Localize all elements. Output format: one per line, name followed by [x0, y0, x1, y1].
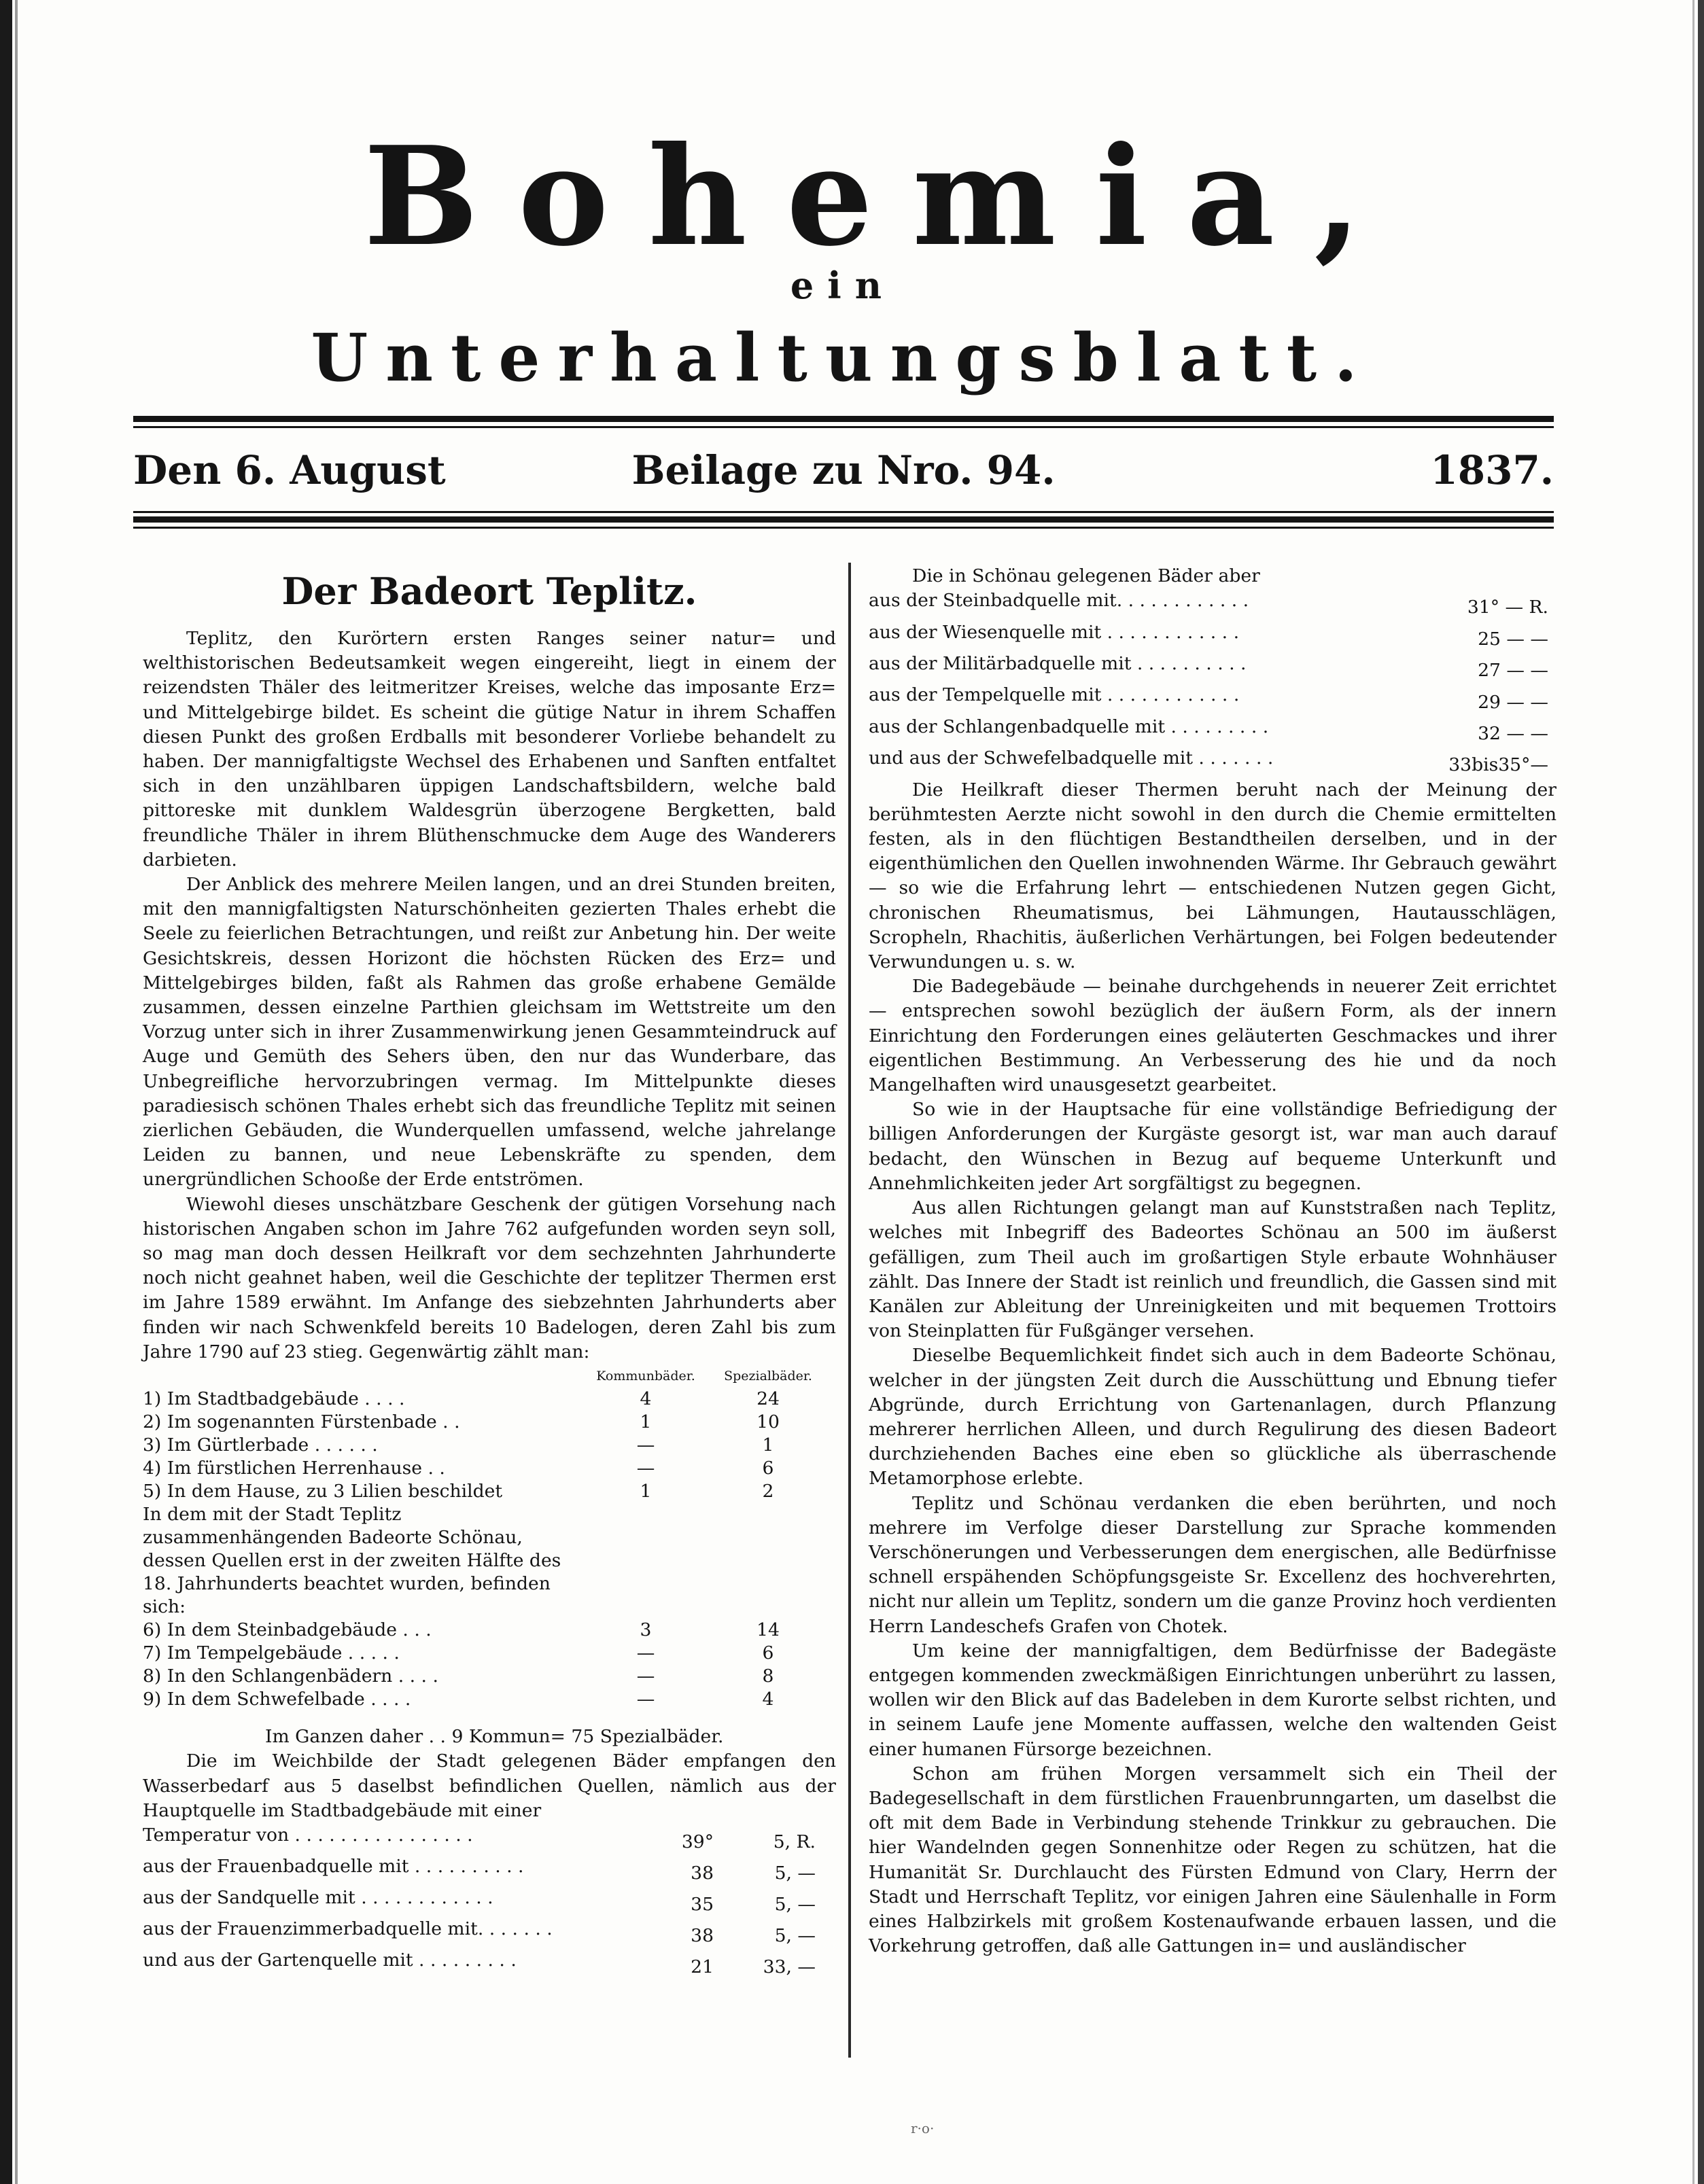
row-special: 2 — [762, 1481, 774, 1502]
list-item — [143, 1948, 836, 1979]
list-item — [143, 1854, 836, 1886]
table-row — [143, 1642, 836, 1665]
masthead-title: Bohemia, — [364, 117, 1401, 277]
table-row — [143, 1457, 836, 1480]
source-temp: 39° — [681, 1831, 714, 1852]
source-label: aus der Sandquelle mit . . . . . . . . . . . . — [143, 1886, 493, 1908]
row-special: 8 — [762, 1666, 774, 1687]
paragraph: Die im Weichbilde der Stadt gelegenen Bäder empfangen den Wasserbedarf aus 5 daselbst befindlichen Quellen, nämlich aus der Hauptquelle im Stadtbadgebäude mit einer — [143, 1750, 836, 1821]
list-item — [869, 746, 1557, 777]
paragraph: Teplitz, den Kurörtern ersten Ranges seiner natur= und welthistorischen Bedeutsamkeit wegen eingereiht, liegt in einem der reizendsten Thäler des leitmeritzer Kreises, welche das imposante Erz= und Mittelgebirge bildet. Es scheint die gütige Natur in ihrem Schaffen diesen Punkt des großen Erdballs mit besonderer Vorliebe behandelt zu haben. Der mannigfaltigste Wechsel des Erhabenen und Sanften entfaltet sich in den unzählbaren üppigen Landschaftsbildern, welche bald pittoreske mit dunklem Waldesgrün überzogene Bergketten, bald freundliche Thäler in ihrem Blüthenschmucke dem Auge des Wanderers darbieten. — [143, 628, 836, 870]
paragraph: Die in Schönau gelegenen Bäder aber — [912, 565, 1260, 586]
source-label: und aus der Gartenquelle mit . . . . . . . . . — [143, 1949, 517, 1971]
paragraph: Die Badegebäude — beinahe durchgehends in neuerer Zeit errichtet — entsprechen sowohl bezüglich der äußern Form, als der innern Einrichtung den Forderungen eines geläuterten Geschmackes und ihrer eigentlichen Bestimmung. An Verbesserung des hie und da noch Mangelhaften wird unausgesetzt gearbeitet. — [869, 976, 1557, 1096]
issue-line — [133, 447, 1554, 501]
issue-supplement: Beilage zu Nro. 94. — [631, 447, 1056, 493]
masthead-rule-thick-top — [133, 416, 1554, 422]
table-row — [143, 1619, 836, 1642]
row-communal: — — [636, 1458, 655, 1479]
issue-rule-thin-bottom — [133, 527, 1554, 529]
row-label: 8) In den Schlangenbädern . . . . — [143, 1666, 438, 1687]
paragraph: Teplitz und Schönau verdanken die eben berührten, und noch mehrere im Verfolge dieser Darstellung zur Sprache kommenden Verschönerungen und Verbesserungen dem energischen, alle Bedürfnisse schnell erspähenden Schöpfungsgeiste Sr. Excellenz des hochverehrten, nicht nur allein um Teplitz, sondern um die ganze Provinz hoch verdienten Herrn Landeschefs Grafen von Chotek. — [869, 1492, 1557, 1637]
table-row — [143, 1388, 836, 1411]
list-item — [869, 683, 1557, 714]
row-special: 24 — [757, 1388, 780, 1410]
list-item — [143, 1917, 836, 1948]
row-label: 4) Im fürstlichen Herrenhause . . — [143, 1458, 445, 1479]
page-edge-left — [0, 0, 12, 2184]
source-label: aus der Militärbadquelle mit . . . . . . . . . . — [869, 653, 1247, 675]
paragraph: So wie in der Hauptsache für eine vollständige Befriedigung der billigen Anforderungen der Kurgäste gesorgt ist, war man auch darauf bedacht, den Wünschen in Bezug auf bequeme Unterkunft und Annehmlichkeiten jeder Art sorgfältigst zu begegnen. — [869, 1099, 1557, 1194]
list-item — [143, 1886, 836, 1917]
table-row — [143, 1434, 836, 1457]
source-temp-fraction: 5, R. — [773, 1831, 816, 1852]
paragraph: Schon am frühen Morgen versammelt sich ein Theil der Badegesellschaft in dem fürstlichen Frauenbrunngarten, um daselbst die oft mit dem Bade in Verbindung stehende Trinkkur zu gebrauchen. Die hier Wandelnden gegen Sonnenhitze oder Regen zu schützen, hat die Humanität Sr. Durchlaucht des Fürsten Edmund von Clary, Herrn der Stadt und Herrschaft Teplitz, vor einigen Jahren eine Säulenhalle in Form eines Halbzirkels mit großem Kostenaufwande erbauen lassen, und die Vorkehrung getroffen, daß alle Gattungen in= und ausländischer — [869, 1763, 1557, 1957]
source-temp: 33bis35°— — [1448, 754, 1548, 776]
row-communal: — — [636, 1689, 655, 1710]
source-temp: 25 — — — [1478, 628, 1548, 650]
row-label: 2) Im sogenannten Fürstenbade . . — [143, 1411, 460, 1433]
baths-note: In dem mit der Stadt Teplitz zusammenhängenden Badeorte Schönau, dessen Quellen erst in der zweiten Hälfte des 18. Jahrhunderts beachtet wurden, befinden sich: — [143, 1504, 561, 1618]
row-special: 6 — [762, 1642, 774, 1664]
header-special: Spezialbäder. — [724, 1369, 812, 1384]
row-communal: — — [636, 1642, 655, 1664]
paragraph: Dieselbe Bequemlichkeit findet sich auch in dem Badeorte Schönau, welcher in der jüngsten Zeit durch die Ausschüttung und Ebnung tiefer Abgründe, durch Errichtung von Gartenanlagen, durch Pflanzung mehrerer herrlichen Alleen, und durch Regulirung des diesen Badeort durchziehenden Baches eine eben so glückliche als überraschende Metamorphose erlebte. — [869, 1345, 1557, 1490]
source-label: Temperatur von . . . . . . . . . . . . . . . . — [143, 1824, 473, 1846]
row-communal: 3 — [640, 1619, 652, 1641]
row-communal: 4 — [640, 1388, 652, 1410]
issue-rule-thin — [133, 511, 1554, 513]
source-label: aus der Schlangenbadquelle mit . . . . . . . . . — [869, 716, 1269, 737]
table-row — [143, 1688, 836, 1711]
source-label: aus der Frauenbadquelle mit . . . . . . . . . . — [143, 1855, 524, 1877]
source-temp: 31° — R. — [1467, 597, 1548, 618]
row-communal: — — [636, 1434, 655, 1456]
row-communal: 1 — [640, 1481, 652, 1502]
row-label: 6) In dem Steinbadgebäude . . . — [143, 1619, 432, 1641]
table-row — [143, 1480, 836, 1503]
column-right — [869, 564, 1557, 1958]
baths-table-header — [143, 1364, 836, 1388]
list-item — [869, 652, 1557, 683]
source-temp: 29 — — — [1478, 691, 1548, 713]
issue-date: Den 6. August — [133, 447, 446, 493]
list-item — [869, 715, 1557, 746]
row-label: 7) Im Tempelgebäude . . . . . — [143, 1642, 400, 1664]
masthead-subtitle: ein — [790, 264, 896, 307]
row-special: 6 — [762, 1458, 774, 1479]
source-temp-fraction: 33, — — [763, 1956, 816, 1977]
source-temp-fraction: 5, — — [774, 1893, 816, 1915]
issue-year: 1837. — [1430, 447, 1554, 493]
row-special: 1 — [762, 1434, 774, 1456]
list-item — [143, 1823, 836, 1854]
issue-rule-thick — [133, 516, 1554, 523]
row-label: 3) Im Gürtlerbade . . . . . . — [143, 1434, 378, 1456]
source-temp: 38 — [691, 1862, 714, 1884]
paragraph: Wiewohl dieses unschätzbare Geschenk der gütigen Vorsehung nach historischen Angaben schon im Jahre 762 aufgefunden worden seyn soll, so mag man doch dessen Heilkraft vor dem sechzehnten Jahrhunderte noch nicht geahnet haben, weil die Geschichte der teplitzer Thermen erst im Jahre 1589 erwähnt. Im Anfange des siebzehnten Jahrhunderts aber finden wir nach Schwenkfeld bereits 10 Badelogen, deren Zahl bis zum Jahre 1790 auf 23 stieg. Gegenwärtig zählt man: — [143, 1193, 836, 1362]
table-note-row — [143, 1503, 836, 1619]
masthead-subtitle-main: Unterhaltungsblatt. — [311, 319, 1375, 396]
source-label: aus der Wiesenquelle mit . . . . . . . . . . . . — [869, 621, 1240, 643]
column-divider — [848, 563, 851, 2058]
baths-total: Im Ganzen daher . . 9 Kommun= 75 Spezialbäder. — [265, 1726, 724, 1748]
source-temp-fraction: 5, — — [774, 1862, 816, 1884]
source-temp: 21 — [691, 1956, 714, 1977]
baths-table — [143, 1364, 836, 1711]
source-label: und aus der Schwefelbadquelle mit . . . . . . . — [869, 747, 1274, 769]
row-special: 14 — [757, 1619, 780, 1641]
source-temp: 32 — — — [1478, 723, 1548, 745]
source-temp: 38 — [691, 1924, 714, 1946]
page-edge-right-line — [1692, 0, 1694, 2184]
row-special: 4 — [762, 1689, 774, 1710]
header-communal: Kommunbäder. — [596, 1369, 695, 1384]
page-edge-right — [1698, 0, 1704, 2184]
source-temp-fraction: 5, — — [774, 1924, 816, 1946]
row-communal: — — [636, 1666, 655, 1687]
source-temp: 35 — [691, 1893, 714, 1915]
paragraph: Die Heilkraft dieser Thermen beruht nach der Meinung der berühmtesten Aerzte nicht sowohl in den durch die Chemie ermittelten festen, als in den flüchtigen Bestandtheilen derselben, und in der eigenthümlichen den Quellen inwohnenden Wärme. Ihr Gebrauch gewährt — so wie die Erfahrung lehrt — entschiedenen Nutzen gegen Gicht, chronischen Rheumatismus, bei Lähmungen, Hautausschlägen, Scropheln, Rhachitis, äußerlichen Verhärtungen, bei Folgen bedeutender Verwundungen u. s. w. — [869, 779, 1557, 973]
source-label: aus der Steinbadquelle mit. . . . . . . . . . . . — [869, 590, 1249, 612]
paragraph: Aus allen Richtungen gelangt man auf Kunststraßen nach Teplitz, welches mit Inbegriff des Badeortes Schönau an 500 im äußerst gefälligen, zum Theil auch im großartigen Style erbaute Wohnhäuser zählt. Das Innere der Stadt ist reinlich und freundlich, die Gassen sind mit Kanälen zur Ableitung der Unreinigkeiten und mit bequemen Trottoirs von Steinplatten für Fußgänger versehen. — [869, 1197, 1557, 1342]
row-communal: 1 — [640, 1411, 652, 1433]
source-label: aus der Tempelquelle mit . . . . . . . . . . . . — [869, 684, 1240, 706]
row-special: 10 — [757, 1411, 780, 1433]
masthead-rule-thin-top — [133, 426, 1554, 428]
list-item — [869, 620, 1557, 652]
column-left — [143, 564, 836, 1979]
article-heading: Der Badeort Teplitz. — [281, 569, 697, 613]
row-label: 5) In dem Hause, zu 3 Lilien beschildet — [143, 1481, 503, 1502]
row-label: 9) In dem Schwefelbade . . . . — [143, 1689, 411, 1710]
list-item — [869, 588, 1557, 620]
paragraph: Der Anblick des mehrere Meilen langen, und an drei Stunden breiten, mit den mannigfaltigsten Naturschönheiten gezierten Thales erhebt die Seele zu feierlichen Betrachtungen, und reißt zur Anbetung hin. Der weite Gesichtskreis, dessen Horizont die höchsten Rücken des Erz= und Mittelgebirges bilden, faßt als Rahmen das große erhabene Gemälde zusammen, dessen einzelne Parthien gleichsam im Wettstreite um den Vorzug unter sich in ihrer Zusammenwirkung jenen Gesammteindruck auf Auge und Gemüth des Sehers üben, den nur das Wunderbare, das Unbegreifliche hervorzubringen vermag. Im Mittelpunkte dieses paradiesisch schönen Thales erhebt sich das freundliche Teplitz mit seinen zierlichen Gebäuden, die Wunderquellen umfassend, welche jahrelange Leiden zu bannen, und neue Lebenskräfte zu spenden, dem unergründlichen Schooße der Erde entströmen. — [143, 874, 836, 1191]
source-temp: 27 — — — [1478, 660, 1548, 682]
paragraph: Um keine der mannigfaltigen, dem Bedürfnisse der Badegäste entgegen kommenden zweckmäßigen Einrichtungen unberührt zu lassen, wollen wir den Blick auf das Badeleben in dem Kurorte selbst richten, und in seinem Laufe jene Momente auffassen, welche den waltenden Geist einer humanen Fürsorge bezeichnen. — [869, 1640, 1557, 1760]
source-label: aus der Frauenzimmerbadquelle mit. . . . . . . — [143, 1918, 553, 1939]
print-mark: r·o· — [911, 2120, 935, 2136]
table-row — [143, 1665, 836, 1688]
page-edge-left-line — [15, 0, 18, 2184]
row-label: 1) Im Stadtbadgebäude . . . . — [143, 1388, 405, 1410]
table-row — [143, 1411, 836, 1434]
